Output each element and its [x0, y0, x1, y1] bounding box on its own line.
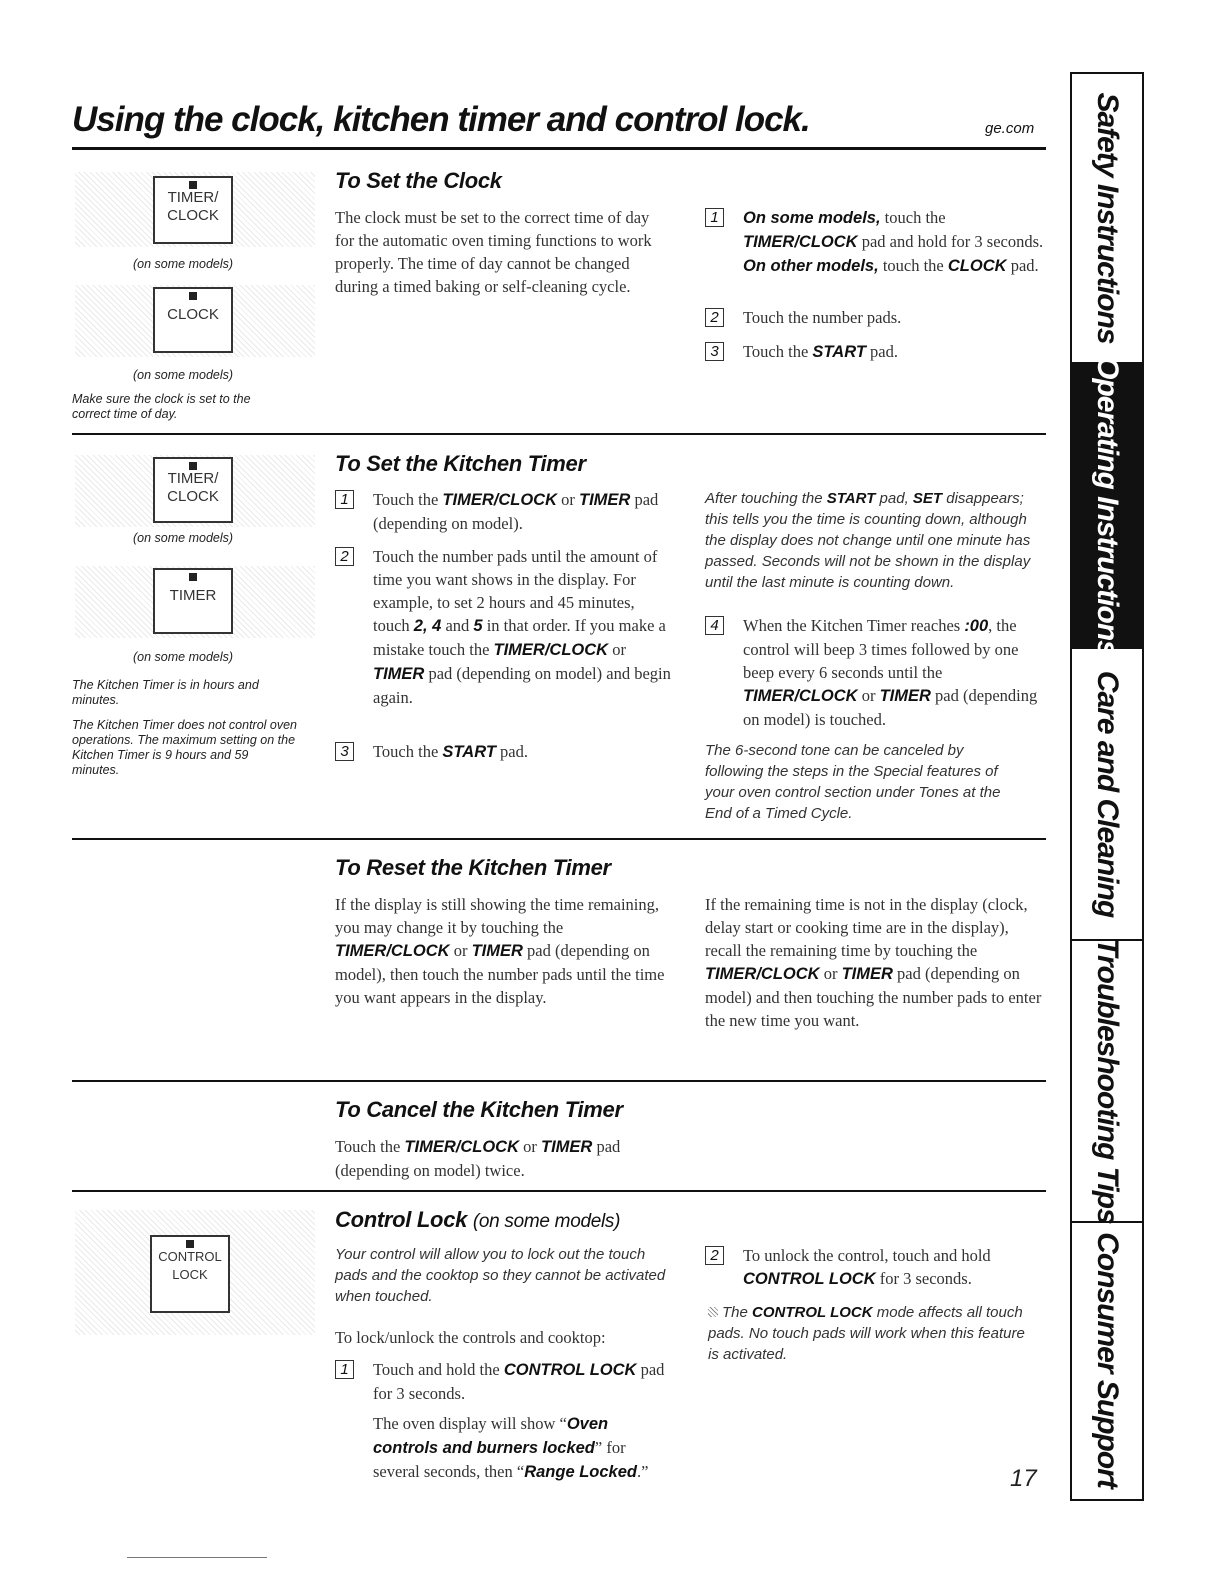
clock-pad — [153, 287, 233, 353]
pad-label: CLOCK — [167, 306, 219, 323]
indicator-icon — [186, 1240, 194, 1248]
side-note: The Kitchen Timer does not control oven operations. The maximum setting on the Kitchen Timer is 9 hours and 59 minutes. — [72, 718, 298, 777]
section-tabs — [1070, 72, 1144, 1501]
step-number: 1 — [335, 490, 354, 509]
body-text: The oven display will show “Oven controls and burners locked” for several seconds, then “Range Locked.” — [373, 1414, 649, 1481]
section-heading: To Cancel the Kitchen Timer — [335, 1097, 623, 1122]
section-heading: To Reset the Kitchen Timer — [335, 855, 611, 880]
step-text: Touch the number pads. — [743, 308, 902, 327]
body-text: Touch the TIMER/CLOCK or TIMER pad (depending on model) twice. — [335, 1137, 621, 1180]
section-heading: Control Lock (on some models) — [335, 1207, 621, 1232]
indicator-icon — [189, 181, 197, 189]
pad-label: TIMER — [169, 587, 217, 604]
pad-label: TIMER/ — [167, 189, 219, 206]
tab-label: Operating Instructions — [1091, 355, 1124, 656]
caption: (on some models) — [133, 650, 234, 664]
page-title: Using the clock, kitchen timer and control lock. — [72, 100, 810, 139]
tab-safety-instructions[interactable] — [1072, 74, 1142, 364]
tab-care-and-cleaning[interactable] — [1072, 649, 1142, 941]
header-rule — [72, 147, 1046, 150]
tab-label: Consumer Support — [1091, 1232, 1124, 1488]
indicator-icon — [189, 573, 197, 581]
step-text: Touch the START pad. — [373, 742, 528, 761]
timer-clock-pad — [153, 457, 233, 523]
body-text: The clock must be set to the correct time of day for the automatic oven timing functions to work properly. The time of day cannot be changed during a timed baking or self-cleaning cycle. — [335, 208, 652, 296]
bullet-icon — [708, 1307, 718, 1317]
step-number: 2 — [705, 1246, 724, 1265]
step-text: Touch and hold the CONTROL LOCK pad for 3 seconds. — [373, 1360, 665, 1403]
control-lock-pad — [150, 1235, 230, 1313]
pad-label: LOCK — [172, 1267, 208, 1282]
tab-troubleshooting-tips[interactable] — [1072, 938, 1142, 1224]
site-label: ge.com — [985, 120, 1035, 137]
step-text: Touch the number pads until the amount of time you want shows in the display. For example, to set 2 hours and 45 minutes, touch 2, 4 and 5 in that order. If you make a mistake touch the TIMER/CLOCK or TIMER pad (depending on model) and begin again. — [373, 547, 671, 707]
step-text: When the Kitchen Timer reaches :00, the control will beep 3 times followed by one beep every 6 seconds until the TIMER/CLOCK or TIMER pad (depending on model) is touched. — [743, 616, 1038, 729]
body-text: If the remaining time is not in the display (clock, delay start or cooking time are in the display), recall the remaining time by touching the TIMER/CLOCK or TIMER pad (depending on model) and then touching the number pads to enter the new time you want. — [705, 895, 1042, 1030]
tab-consumer-support[interactable] — [1072, 1223, 1142, 1497]
caption: (on some models) — [133, 531, 234, 545]
step-text: On some models, touch the TIMER/CLOCK pad and hold for 3 seconds. On other models, touch the CLOCK pad. — [743, 208, 1044, 275]
timer-clock-pad-illustration — [75, 172, 315, 247]
step-number: 1 — [335, 1360, 354, 1379]
pad-label: CONTROL — [158, 1249, 222, 1264]
side-note: The Kitchen Timer is in hours and minutes. — [72, 678, 259, 707]
step-text: Touch the START pad. — [743, 342, 898, 361]
step-text: To unlock the control, touch and hold CONTROL LOCK for 3 seconds. — [743, 1246, 991, 1288]
tab-label: Care and Cleaning — [1091, 670, 1124, 918]
pad-label: TIMER/ — [167, 470, 219, 487]
timer-pad — [153, 568, 233, 634]
step-number: 2 — [705, 308, 724, 327]
tab-label: Troubleshooting Tips — [1091, 938, 1124, 1224]
timer-pad-illustration — [75, 566, 315, 638]
step-number: 1 — [705, 208, 724, 227]
step-number: 3 — [705, 342, 724, 361]
page-number: 17 — [1010, 1465, 1037, 1492]
timer-clock-pad-illustration — [75, 455, 315, 527]
timer-clock-pad — [153, 176, 233, 244]
section-rule — [72, 433, 1046, 435]
section-rule — [72, 838, 1046, 840]
step-number: 4 — [705, 616, 724, 635]
indicator-icon — [189, 462, 197, 470]
step-number: 2 — [335, 547, 354, 566]
clock-pad-illustration — [75, 285, 315, 357]
section-heading: To Set the Kitchen Timer — [335, 451, 586, 476]
pad-label: CLOCK — [167, 488, 219, 505]
caption: (on some models) — [133, 257, 234, 271]
step-text: Touch the TIMER/CLOCK or TIMER pad (depending on model). — [373, 490, 659, 533]
side-note: Make sure the clock is set to the correct time of day. — [72, 392, 251, 421]
section-rule — [72, 1080, 1046, 1082]
pad-label: CLOCK — [167, 207, 219, 224]
step-number: 3 — [335, 742, 354, 761]
info-note: The CONTROL LOCK mode affects all touch pads. No touch pads will work when this feature is activated. — [708, 1304, 1025, 1363]
indicator-icon — [189, 292, 197, 300]
body-text: If the display is still showing the time remaining, you may change it by touching the TIMER/CLOCK or TIMER pad (depending on model), then touch the number pads until the time you want appears in the display. — [335, 895, 665, 1007]
section-rule — [72, 1190, 1046, 1192]
tab-label: Safety Instructions — [1091, 92, 1124, 344]
info-note: After touching the START pad, SET disappears; this tells you the time is counting down, although the display does not change until one minute has passed. Seconds will not be shown in the display until the last minute is counting down. — [705, 490, 1031, 591]
footer-line — [127, 1557, 267, 1558]
tab-operating-instructions[interactable] — [1072, 355, 1142, 656]
body-text: To lock/unlock the controls and cooktop: — [335, 1328, 606, 1347]
control-lock-pad-illustration — [75, 1210, 315, 1335]
caption: (on some models) — [133, 368, 234, 382]
info-note: The 6-second tone can be canceled by following the steps in the Special features of your oven control section under Tones at the End of a Timed Cycle. — [705, 742, 1001, 822]
section-heading: To Set the Clock — [335, 168, 502, 193]
info-note: Your control will allow you to lock out the touch pads and the cooktop so they cannot be activated when touched. — [335, 1246, 666, 1305]
